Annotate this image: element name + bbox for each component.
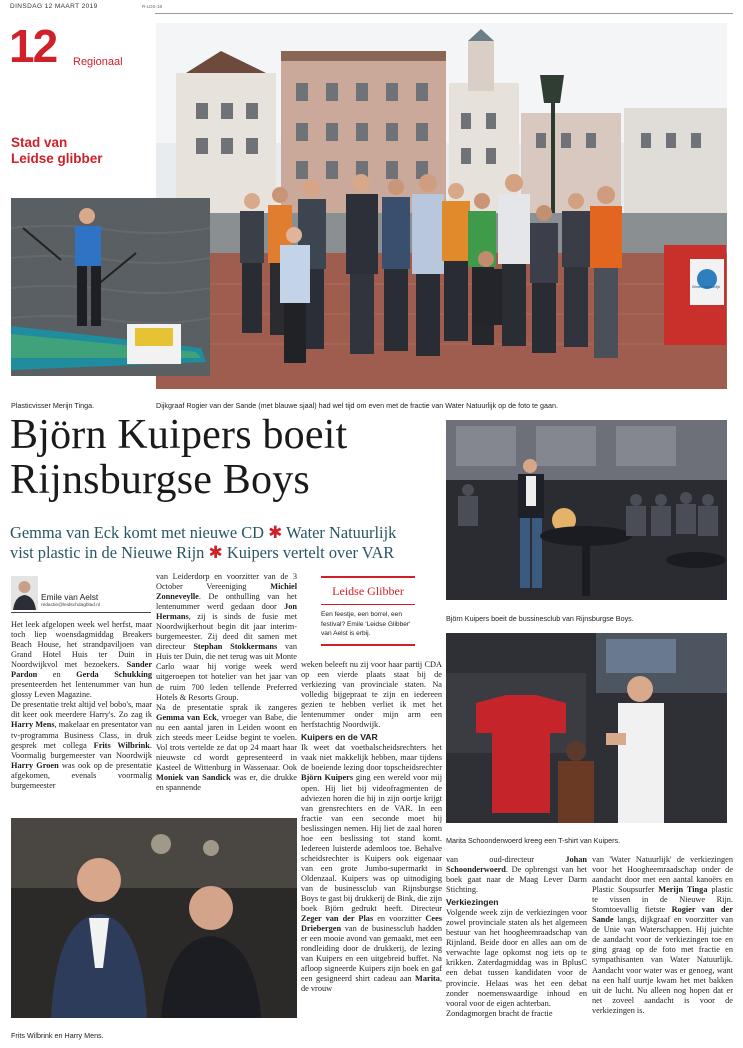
text: , makelaar en presentator van tv-programma Business Class, in druk gesprek met collega xyxy=(11,720,152,750)
promo-top-rule xyxy=(321,576,415,578)
text: . De onthulling van het lentenummer werd gedaan door xyxy=(156,592,297,612)
person-name: Sander Pardon xyxy=(11,660,152,680)
caption-tshirt: Marita Schoonderwoerd kreeg een T-shirt van Kuipers. xyxy=(446,836,621,845)
caption-portrait: Frits Wilbrink en Harry Mens. xyxy=(11,1031,104,1040)
article-column-4 xyxy=(446,855,587,1043)
article-column-1 xyxy=(11,620,152,810)
person-name: Cees Driebergen xyxy=(301,914,442,934)
text: van de businessclub hadden er een mooie avond van gemaakt, met een rondleiding door de drukkerij, de lezing van Kuipers en een uitgebreid buffet. Na afloop signeerde Kuipers zijn boek en gaf een gesigneerd shirt cadeau aan xyxy=(301,924,442,984)
subhead xyxy=(10,523,450,563)
text: van Leiderdorp en voorzitter van de 3 October Vereeniging xyxy=(156,572,297,592)
text: was ook op de presentatie afgekomen, evenals voormalig burgemeester xyxy=(11,760,152,790)
headline xyxy=(10,413,440,503)
header-code: R-LDS-18 xyxy=(142,4,163,9)
asterisk-icon-2: ✱ xyxy=(208,543,223,562)
person-name: Frits Wilbrink xyxy=(93,740,150,750)
headline-line-1: Björn Kuipers boeit xyxy=(10,412,348,458)
paragraph: Volgende week zijn de verkiezingen voor zowel provinciale staten als het algemeen bestuur van het hoogheemraadschap van Rijnland. Beide door en alles aan om de verwachte lage opkomst nog iets op te krikken. Zaterdagmiddag was in BplusC een debat tussen kandidaten voor de provincie. Helaas was het een debat zonder noemenswaardige inhoud en vooral voor de eigen achterban. xyxy=(446,908,587,1008)
text: Het leek afgelopen week wel herfst, maar toch liep woensdagmiddag Breakers Beach House, het strandpaviljoen van Grand Hotel Huis ter Duin in Noordwijkvol met bezoekers. xyxy=(11,620,152,670)
text: ging een wereld voor mij open. Hij liet bij videofragmenten de adviezen horen die hij in zijn oortje krijgt van grensrechters en de VAR. In een fractie van een seconde moet hij beslissingen nemen. Hij liet de zaal horen hoe een beslissing tot stand komt. Iedereen luisterde ademloos toe. Behalve scheidsrechter is Kuipers ook eigenaar van een grote Jumbo-supermarkt in Oldenzaal. Kuipers was op uitnodiging van de businessclub van Rijnsburgse Boys te gast bij drukkerij de Bink, die zijn boek Björn gedrukt heeft. Directeur xyxy=(301,773,442,914)
photo-paddler xyxy=(11,198,210,376)
subhead-part-2: Water Natuurlijk xyxy=(286,523,397,542)
byline-email[interactable]: redactie@leidschdagblad.nl xyxy=(41,603,101,608)
person-name: Merijn Tinga xyxy=(658,885,708,895)
photo-canal-group xyxy=(156,23,727,389)
promo-mid-rule xyxy=(321,604,415,605)
kicker-line-1: Stad van xyxy=(11,135,68,150)
paragraph xyxy=(156,572,297,703)
person-name: Harry Groen xyxy=(11,760,59,770)
person-name: Stephan Stokkermans xyxy=(193,642,278,652)
person-name: Johan Schoonderwoerd xyxy=(446,855,588,875)
subhead-part-3: vist plastic in de Nieuwe Rijn xyxy=(10,543,205,562)
bin-label: Water Natuurlijk xyxy=(691,284,721,289)
text: De presentatie trekt altijd vel bobo's, maar dit keer ook meerdere Harry's. Zo zag ik xyxy=(11,700,152,720)
text: van Huis ter Duin, die net terug was uit Monte Carlo waar hij vorige week werd uitgeroepen tot hotelier van het jaar van de ruim 700 leden tellende Preferred Hotels & Resorts Group. xyxy=(156,642,298,702)
person-name: Jon Hermans xyxy=(156,602,297,622)
caption-business: Björn Kuipers boeit de bussinesclub van Rijnsburgse Boys. xyxy=(446,614,634,623)
article-column-2 xyxy=(156,572,297,812)
photo-tshirt xyxy=(446,633,727,823)
asterisk-icon: ✱ xyxy=(268,523,283,542)
text: , vroeger van Babe, die nu een aantal jaren in Leiden woont en zich steeds meer Leidse begint te voelen. Vol trots vertelde ze dat op 24 maart haar nieuwste cd wordt gepresenteerd in Kasteel de Wittenburg in Wassenaar. Ook xyxy=(156,712,297,772)
caption-paddler: Plasticvisser Merijn Tinga. xyxy=(11,401,95,410)
text: . De opbrengst van het boek gaat naar de Maag Lever Darm Stichting. xyxy=(446,865,587,895)
text: . Voormalig burgemeester van Noordwijk xyxy=(11,740,152,760)
text: langs, dijkgraaf en voorzitter van de Unie van Waterschappen. Hij juichte de aandacht voor de verkiezingen toe en ging graag op de foto met fractie en sympathisanten van Water Natuurlijk. Aandacht voor water was er genoeg, want na een half uurtje kwam het met bakken uit de lucht. Nu alleen nog hopen dat er net zoveel aandacht is voor de verkiezingen is. xyxy=(592,915,733,1015)
text: was er, die drukke en spannende xyxy=(156,772,297,792)
photo-portrait xyxy=(11,818,297,1018)
author-avatar xyxy=(11,576,38,610)
text: Ik weet dat voetbalscheidsrechters het vaak niet makkelijk hebben, maar tijdens de boeiende lezing door topscheidsrechter xyxy=(301,743,442,773)
text: en xyxy=(52,670,61,680)
person-name: Zeger van der Plas xyxy=(301,914,374,924)
photo-business-club xyxy=(446,420,727,600)
article-column-5 xyxy=(592,855,733,1043)
person-name: Michiel Zonneveylle xyxy=(156,582,298,602)
caption-group: Dijkgraaf Rogier van der Sande (met blauwe sjaal) had wel tijd om even met de fractie van Water Natuurlijk op de foto te gaan. xyxy=(156,401,559,410)
paragraph: weken beleeft nu zij voor haar partij CDA op een vierde plaats staat bij de verkiezing van provinciale staten. Na volledig bijgepraat te zijn en iedereen gezien te hebben verliet ik met het lentenummer onder mijn arm een herfstachtig Noordwijk. xyxy=(301,660,442,730)
promo-bottom-rule xyxy=(321,644,415,646)
text: , zij is sinds de fusie met Noordwijkerhout begin dit jaar interim-burgemeester. Zij deed dit samen met directeur xyxy=(156,612,297,652)
subheading: Verkiezingen xyxy=(446,897,499,908)
paragraph xyxy=(156,703,297,793)
person-name: Rogier van der Sande xyxy=(592,905,734,925)
text: presenteerden het lentenummer van hun glossy Leven Magazine. xyxy=(11,680,152,700)
person-name: Marita xyxy=(415,974,440,984)
byline-rule xyxy=(11,612,151,613)
byline-name: Emile van Aelst xyxy=(41,592,99,602)
promo-text: Een feestje, een borrel, een festival? Emile 'Leidse Glibber' van Aelst is erbij. xyxy=(321,611,411,637)
paragraph xyxy=(592,855,733,1016)
article-column-3 xyxy=(301,660,442,1040)
paragraph: Zondagmorgen bracht de fractie xyxy=(446,1008,553,1018)
subhead-part-4: Kuipers vertelt over VAR xyxy=(226,543,395,562)
header-rule xyxy=(155,13,733,14)
header-date: DINSDAG 12 MAART 2019 xyxy=(10,3,98,10)
paragraph xyxy=(11,620,152,700)
person-name: Björn Kuipers xyxy=(301,773,354,783)
paragraph xyxy=(11,700,152,790)
person-name: Gemma van Eck xyxy=(156,712,217,722)
text: van 'Water Natuurlijk' de verkiezingen voor het Hoogheemraadschap onder de aandacht door met een aantal kanoërs en Plastic Soupsurfer xyxy=(592,855,733,895)
promo-title: Leidse Glibber xyxy=(332,584,404,598)
subheading: Kuipers en de VAR xyxy=(301,732,378,743)
kicker-line-2: Leidse glibber xyxy=(11,151,103,166)
text: , de vrouw xyxy=(301,974,443,994)
section-label: Regionaal xyxy=(73,56,123,68)
subhead-part-1: Gemma van Eck komt met nieuwe CD xyxy=(10,523,264,542)
headline-line-2: Rijnsburgse Boys xyxy=(10,457,310,503)
text: van oud-directeur xyxy=(446,855,534,864)
paragraph xyxy=(446,855,587,895)
text: Na de presentatie sprak ik zangeres xyxy=(156,702,297,712)
paragraph xyxy=(301,743,442,994)
person-name: Moniek van Sandick xyxy=(156,772,231,782)
person-name: Gerda Schukking xyxy=(76,670,153,680)
page-number: 12 xyxy=(9,20,57,72)
text: en voorzitter xyxy=(377,914,422,924)
person-name: Harry Mens xyxy=(11,720,55,730)
text: plastic te vissen in de Nieuwe Rijn. Stomtoevallig fietste xyxy=(592,885,734,915)
